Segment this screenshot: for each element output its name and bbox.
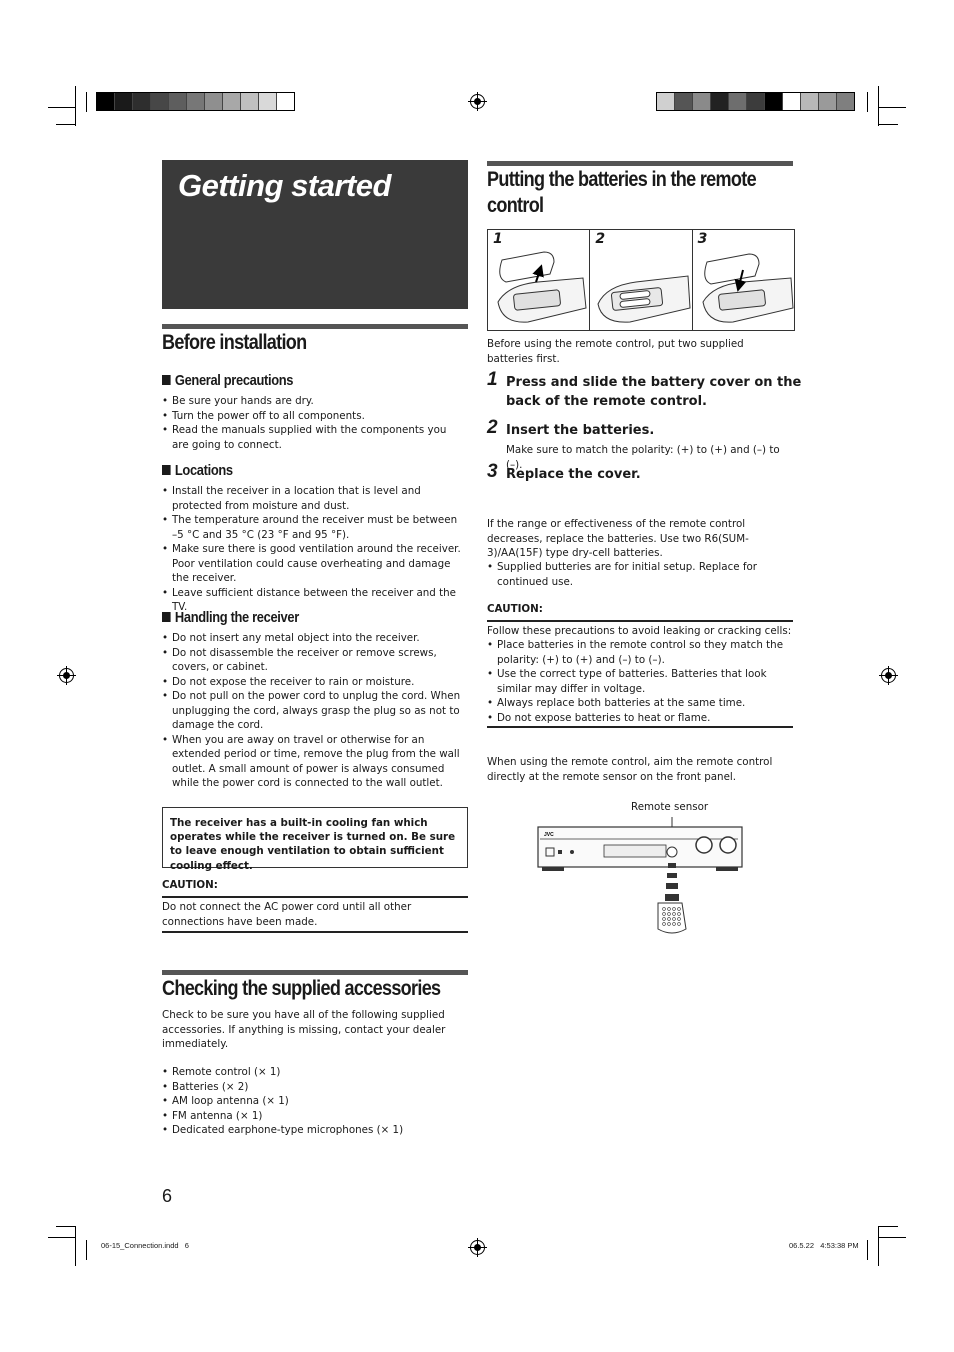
color-swatch — [151, 93, 169, 110]
color-swatch — [115, 93, 133, 110]
list-item: • AM loop antenna (× 1) — [162, 1094, 462, 1109]
step-number-1: 1 — [487, 369, 498, 390]
caution-rule-bottom — [162, 931, 468, 933]
accessories-list — [162, 1065, 462, 1138]
battery-figure-2 — [590, 230, 692, 330]
step-1-text-line1: Press and slide the battery cover on the — [506, 375, 802, 390]
battery-caution-label: CAUTION: — [487, 603, 543, 615]
footer-date: 06.5.22 4:53:38 PM — [789, 1241, 859, 1250]
list-item: • Install the receiver in a location that is level and protected from moisture and dust. — [162, 484, 462, 513]
color-swatch — [169, 93, 187, 110]
list-item: • Supplied butteries are for initial setup. Replace for continued use. — [487, 560, 787, 589]
step-2-text: Insert the batteries. — [506, 423, 655, 438]
remote-cover-illustration — [488, 230, 589, 328]
color-swatch — [729, 93, 747, 110]
list-item: • Read the manuals supplied with the components you are going to connect. — [162, 423, 462, 452]
list-item: • Do not pull on the power cord to unplug the cord. When unplugging the cord, always grasp the plug so as not to damage the cord. — [162, 689, 468, 733]
color-swatch — [675, 93, 693, 110]
receiver-front-panel-illustration — [532, 815, 752, 935]
color-swatch — [837, 93, 854, 110]
registration-mark-top — [470, 94, 485, 109]
battery-figures — [487, 229, 795, 331]
registration-mark-bottom — [470, 1240, 485, 1255]
color-swatch — [241, 93, 259, 110]
list-item: • Always replace both batteries at the same time. — [487, 696, 787, 711]
color-swatch — [747, 93, 765, 110]
batteries-heading-line2: control — [487, 194, 544, 217]
handling-list — [162, 631, 468, 791]
registration-mark-left — [59, 668, 74, 683]
section-bar — [487, 161, 793, 166]
color-swatch — [277, 93, 294, 110]
color-swatch — [765, 93, 783, 110]
accessories-intro: Check to be sure you have all of the following supplied accessories. If anything is missing, contact your dealer immediately. — [162, 1009, 446, 1050]
step-number-3: 3 — [487, 461, 498, 482]
figure-label: 1 — [493, 231, 503, 247]
color-bar-left — [96, 92, 295, 111]
page-title: Getting started — [178, 168, 391, 203]
color-swatch — [205, 93, 223, 110]
step-1-text-line2: back of the remote control. — [506, 394, 707, 409]
batteries-insert-illustration — [590, 230, 691, 328]
batteries-intro: Before using the remote control, put two supplied batteries first. — [487, 338, 744, 365]
color-swatch — [259, 93, 277, 110]
square-bullet-icon — [162, 375, 171, 385]
list-item: • Do not expose batteries to heat or flame. — [487, 711, 787, 726]
list-item: • Do not disassemble the receiver or remove screws, covers, or cabinet. — [162, 646, 468, 675]
aim-remote-text: When using the remote control, aim the remote control directly at the remote sensor on the front panel. — [487, 756, 773, 783]
color-bar-right — [656, 92, 855, 111]
handling-heading: Handling the receiver — [162, 609, 299, 626]
remote-sensor-label: Remote sensor — [631, 801, 709, 813]
step-3-text: Replace the cover. — [506, 467, 641, 482]
list-item: • The temperature around the receiver must be between –5 °C and 35 °C (23 °F and 95 °F). — [162, 513, 462, 542]
battery-caution-list — [487, 638, 787, 725]
color-swatch — [801, 93, 819, 110]
footer-file: 06-15_Connection.indd 6 — [101, 1241, 189, 1250]
color-swatch — [783, 93, 801, 110]
remote-cover-replace-illustration — [693, 230, 794, 328]
list-item: • Turn the power off to all components. — [162, 409, 462, 424]
color-swatch — [187, 93, 205, 110]
step-number-2: 2 — [487, 417, 498, 438]
battery-caution-intro: Follow these precautions to avoid leaking or cracking cells: — [487, 625, 792, 637]
color-swatch — [223, 93, 241, 110]
caution-text: Do not connect the AC power cord until all other connections have been made. — [162, 901, 412, 928]
brand-logo: JVC — [544, 832, 554, 838]
section-bar — [162, 324, 468, 329]
general-precautions-list — [162, 394, 462, 452]
square-bullet-icon — [162, 465, 171, 475]
list-item: • Use the correct type of batteries. Batteries that look similar may differ in voltage. — [487, 667, 787, 696]
page-number: 6 — [162, 1186, 173, 1206]
title-box — [162, 160, 468, 309]
battery-caution-rule-bottom — [487, 726, 793, 728]
section-bar — [162, 970, 468, 975]
accessories-heading: Checking the supplied accessories — [162, 977, 441, 1000]
before-installation-heading: Before installation — [162, 331, 307, 354]
batteries-heading-line1: Putting the batteries in the remote — [487, 168, 756, 191]
cooling-fan-note: The receiver has a built-in cooling fan which operates while the receiver is turned on. Be sure to leave enough ventilation to obtain sufficient cooling effect. — [162, 807, 468, 868]
battery-range-text: If the range or effectiveness of the remote control decreases, replace the batteries. Use two R6(SUM-3)/AA(15F) type dry-cell batteries. — [487, 518, 749, 559]
figure-label: 2 — [595, 231, 606, 247]
color-swatch — [711, 93, 729, 110]
list-item: • Make sure there is good ventilation around the receiver. Poor ventilation could cause overheating and damage the receiver. — [162, 542, 462, 586]
list-item: • FM antenna (× 1) — [162, 1109, 462, 1124]
list-item: • Be sure your hands are dry. — [162, 394, 462, 409]
locations-list — [162, 484, 462, 615]
figure-label: 3 — [697, 231, 708, 247]
list-item: • When you are away on travel or otherwise for an extended period or time, remove the plug from the wall outlet. A small amount of power is always consumed while the power cord is connected to the wall outlet. — [162, 733, 468, 791]
color-swatch — [97, 93, 115, 110]
list-item: • Dedicated earphone-type microphones (× 1) — [162, 1123, 462, 1138]
list-item: • Batteries (× 2) — [162, 1080, 462, 1095]
color-swatch — [657, 93, 675, 110]
color-swatch — [693, 93, 711, 110]
list-item: • Do not insert any metal object into the receiver. — [162, 631, 468, 646]
caution-rule-top — [162, 896, 468, 898]
battery-caution-rule-top — [487, 620, 793, 622]
list-item: • Place batteries in the remote control so they match the polarity: (+) to (+) and (–) to (–). — [487, 638, 787, 667]
color-swatch — [133, 93, 151, 110]
step-2-subtext: Make sure to match the polarity: (+) to (+) and (–) to (–). — [506, 444, 780, 471]
locations-heading: Locations — [162, 462, 233, 479]
battery-figure-1 — [488, 230, 590, 330]
list-item: • Leave sufficient distance between the receiver and the TV. — [162, 586, 462, 615]
caution-label: CAUTION: — [162, 879, 218, 891]
general-precautions-heading: General precautions — [162, 372, 293, 389]
square-bullet-icon — [162, 612, 171, 622]
registration-mark-right — [881, 668, 896, 683]
color-swatch — [819, 93, 837, 110]
battery-range-list — [487, 560, 787, 589]
list-item: • Do not expose the receiver to rain or moisture. — [162, 675, 468, 690]
battery-figure-3 — [693, 230, 794, 330]
list-item: • Remote control (× 1) — [162, 1065, 462, 1080]
